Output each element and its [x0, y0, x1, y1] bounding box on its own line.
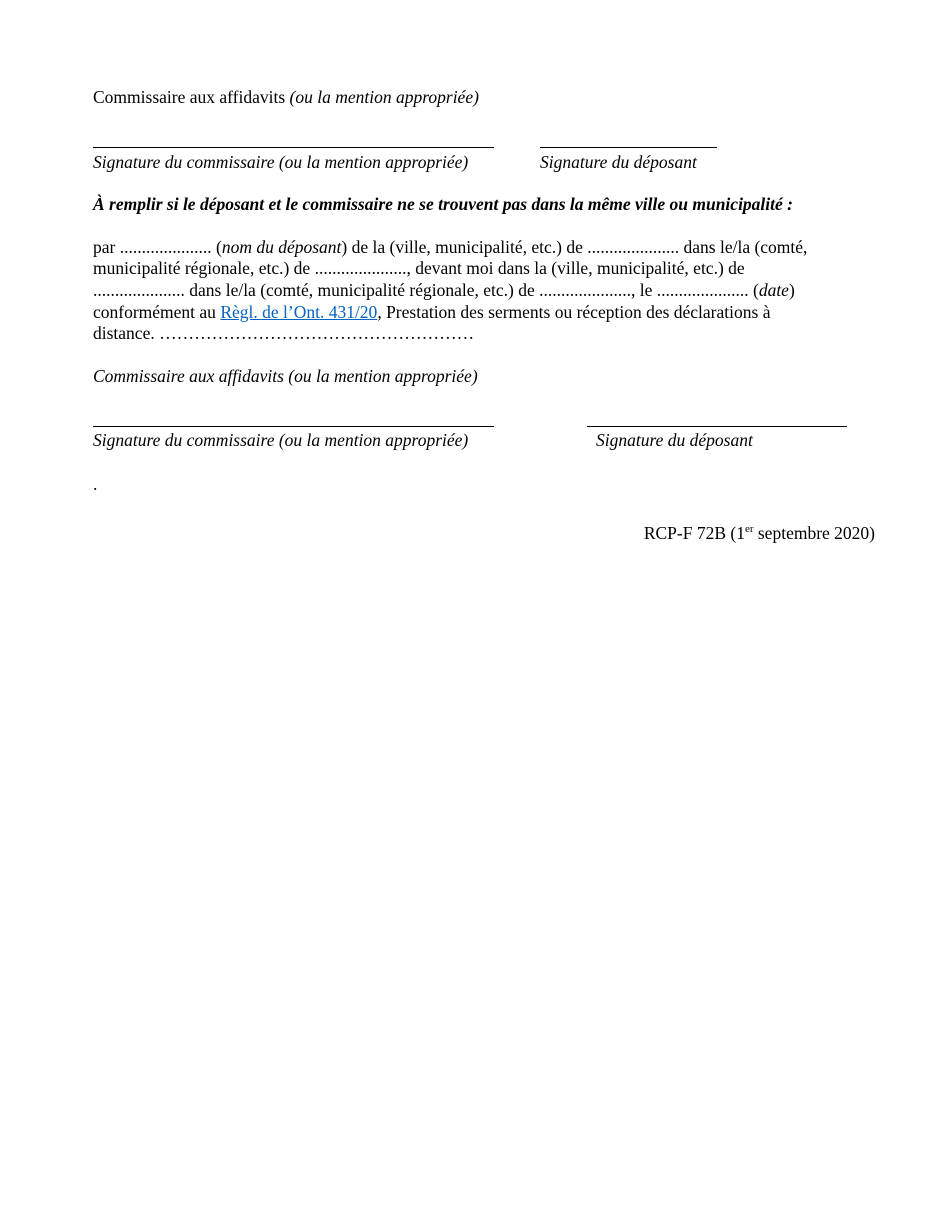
remote-paragraph-line-5: distance. ………………………………………………: [93, 323, 475, 343]
remote-text: , Prestation des serments ou réception des déclarations à: [377, 302, 771, 322]
commissioner-signature-line: [93, 147, 494, 148]
remote-paragraph-line-1: [93, 237, 807, 258]
commissioner-signature-label: Signature du commissaire (ou la mention appropriée): [93, 152, 469, 172]
deponent-signature-line-2: [587, 426, 847, 427]
remote-italic-text: nom du déposant: [221, 237, 342, 257]
remote-text: ): [788, 280, 795, 300]
form-superscript: er: [744, 523, 754, 535]
commissioner-heading-2: Commissaire aux affidavits (ou la mention appropriée): [93, 366, 478, 386]
form-footer: [644, 523, 875, 544]
deponent-signature-line: [540, 147, 717, 148]
remote-text: ) de la (ville, municipalité, etc.) de ..................... dans le/la (comté,: [341, 237, 808, 257]
commissioner-heading-note: (ou la mention appropriée): [289, 87, 479, 107]
regulation-link[interactable]: Règl. de l’Ont. 431/20: [220, 302, 378, 322]
remote-text: conformément au: [93, 302, 221, 322]
deponent-signature-label-2: Signature du déposant: [596, 430, 753, 450]
remote-text: ..................... dans le/la (comté, municipalité régionale, etc.) de ....................., le ..................... (: [93, 280, 759, 300]
form-number: RCP-F 72B (1: [643, 523, 745, 543]
remote-paragraph-line-2: municipalité régionale, etc.) de ....................., devant moi dans la (ville, municipalité, etc.) de: [93, 258, 745, 278]
remote-paragraph-line-3: [93, 280, 795, 301]
remote-text: par ..................... (: [93, 237, 222, 257]
remote-paragraph-line-4: [93, 302, 770, 323]
remote-section-title: À remplir si le déposant et le commissaire ne se trouvent pas dans la même ville ou municipalité :: [93, 194, 793, 214]
remote-italic-text: date: [758, 280, 789, 300]
form-date: septembre 2020): [753, 523, 875, 543]
commissioner-signature-label-2: Signature du commissaire (ou la mention appropriée): [93, 430, 469, 450]
deponent-signature-label: Signature du déposant: [540, 152, 697, 172]
stray-dot: .: [93, 474, 98, 494]
commissioner-heading-text: Commissaire aux affidavits: [93, 87, 286, 107]
commissioner-signature-line-2: [93, 426, 494, 427]
commissioner-heading: [93, 87, 479, 108]
